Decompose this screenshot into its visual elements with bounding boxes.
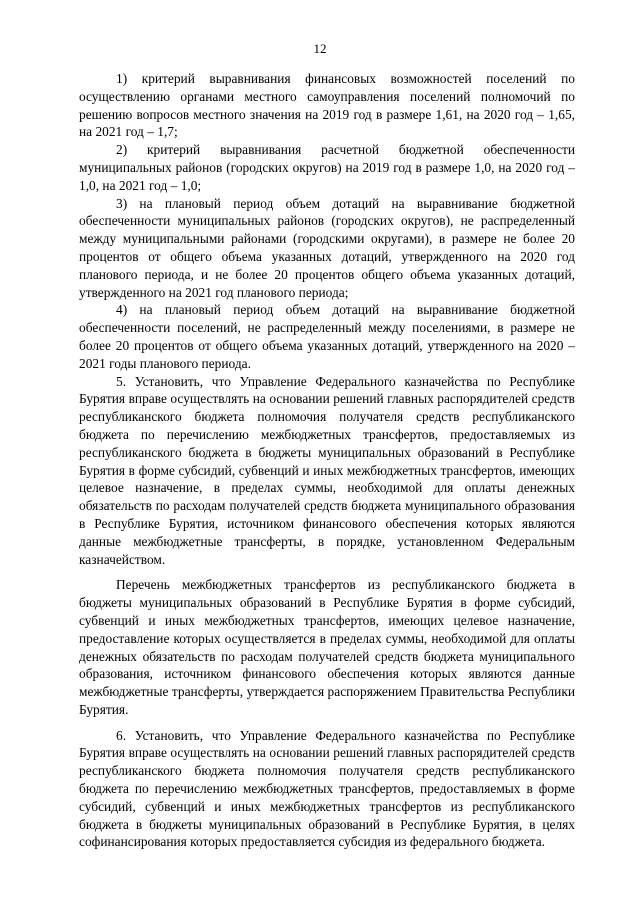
page-number: 12 [313, 41, 327, 56]
paragraph-clause-5: 5. Установить, что Управление Федерального казначейства по Республике Бурятия вправе осуществлять на основании решений главных распорядителей средств республиканского бюджета полномочия получателя средств республиканского бюджета по перечислению межбюджетных трансфертов, предоставляемых из республиканского бюджета в бюджеты муниципальных образований в Республике Бурятия в форме субсидий, субвенций и иных межбюджетных трансфертов, имеющих целевое назначение, в пределах суммы, необходимой для оплаты денежных обязательств по расходам получателей средств бюджета муниципального образования в Республике Бурятия, источником финансового обеспечения которых являются данные межбюджетные трансферты, в порядке, установленном Федеральным казначейством. [79, 373, 575, 567]
paragraph-item-3: 3) на плановый период объем дотаций на выравнивание бюджетной обеспеченности муниципальных районов (городских округов), не распределенный между муниципальными районами (городскими округами), в размере не более 20 процентов от общего объема указанных дотаций, утвержденного на 2020 год планового периода, и не более 20 процентов общего объема указанных дотаций, утвержденного на 2021 год планового периода; [79, 195, 575, 300]
paragraph-transfer-list: Перечень межбюджетных трансфертов из республиканского бюджета в бюджеты муниципальных образований в Республике Бурятия в форме субсидий, субвенций и иных межбюджетных трансфертов, имеющих целевое назначение, предоставление которых осуществляется в пределах суммы, необходимой для оплаты денежных обязательств по расходам получателей средств бюджета муниципального образования, источником финансового обеспечения которых являются данные межбюджетные трансферты, утверждается распоряжением Правительства Республики Бурятия. [79, 577, 575, 717]
paragraph-item-4: 4) на плановый период объем дотаций на выравнивание бюджетной обеспеченности поселений, не распределенный между поселениями, в размере не более 20 процентов от общего объема указанных дотаций, утвержденного на 2020 – 2021 годы планового периода. [79, 302, 575, 371]
document-body [79, 70, 575, 851]
paragraph-criterion-2: 2) критерий выравнивания расчетной бюджетной обеспеченности муниципальных районов (городских округов) на 2019 год в размере 1,0, на 2020 год – 1,0, на 2021 год – 1,0; [79, 142, 575, 193]
paragraph-clause-6: 6. Установить, что Управление Федерального казначейства по Республике Бурятия вправе осуществлять на основании решений главных распорядителей средств республиканского бюджета полномочия получателя средств республиканского бюджета по перечислению межбюджетных трансфертов, предоставляемых в форме субсидий, субвенций и иных межбюджетных трансфертов из республиканского бюджета в бюджеты муниципальных образований в Республике Бурятия, в целях софинансирования которых предоставляется субсидия из федерального бюджета. [79, 727, 575, 850]
paragraph-criterion-1: 1) критерий выравнивания финансовых возможностей поселений по осуществлению органами местного самоуправления поселений полномочий по решению вопросов местного значения на 2019 год в размере 1,61, на 2020 год – 1,65, на 2021 год – 1,7; [79, 71, 575, 140]
